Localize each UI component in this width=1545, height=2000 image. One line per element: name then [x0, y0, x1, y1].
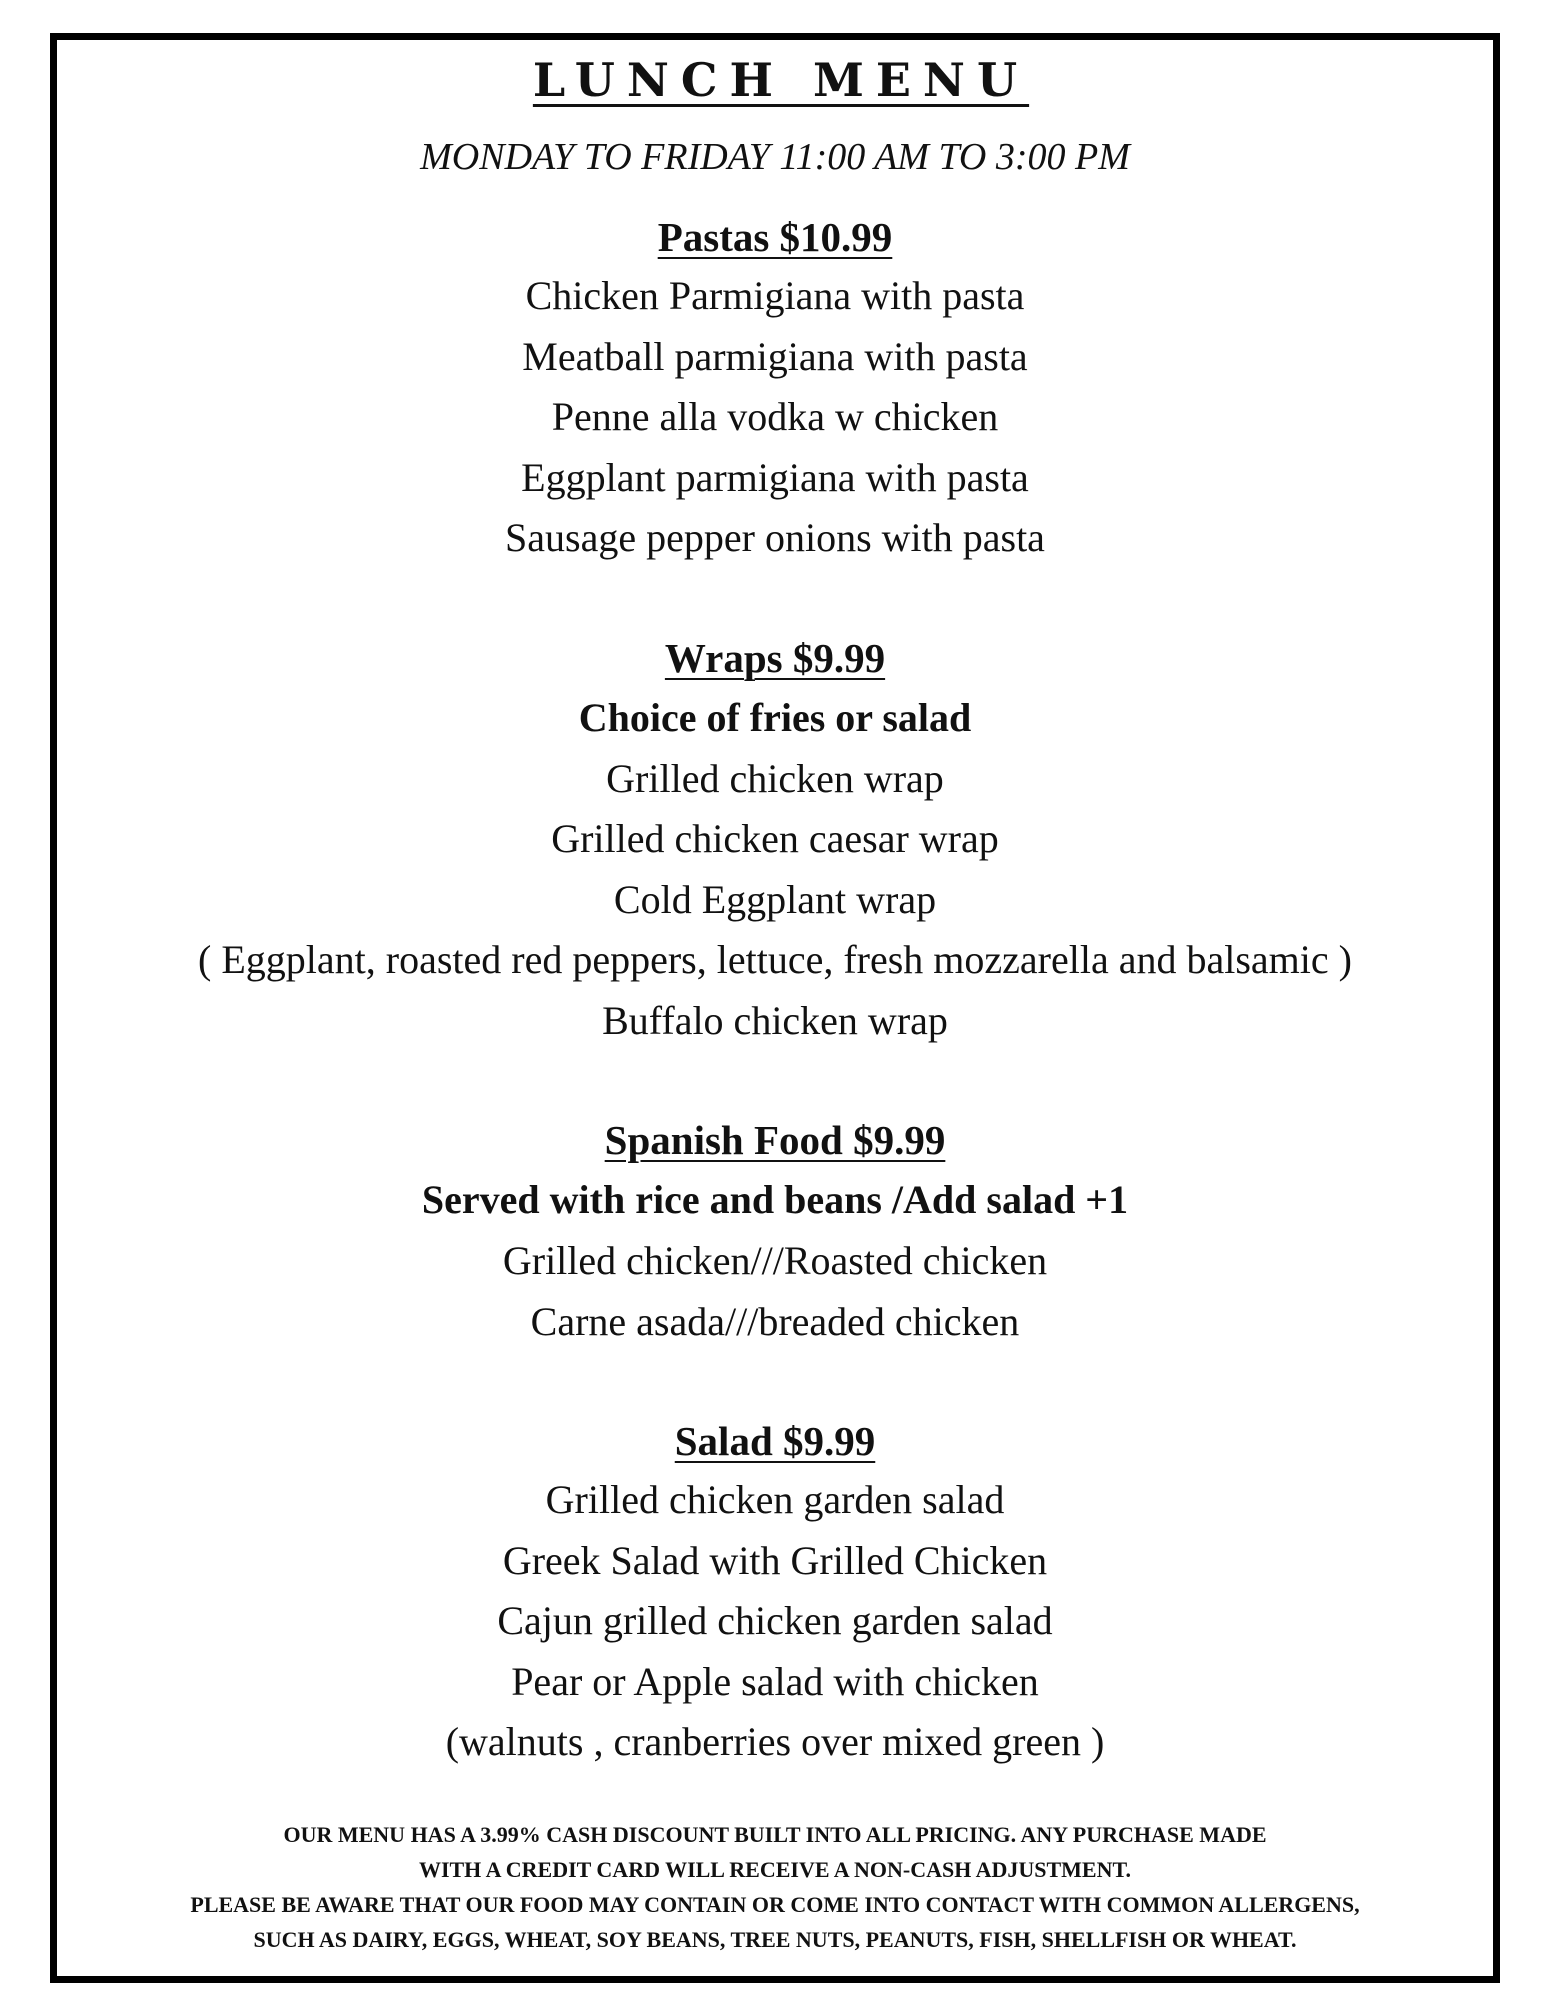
menu-item: Penne alla vodka w chicken — [551, 394, 999, 439]
section-heading: Salad $9.99 — [674, 1418, 876, 1464]
menu-item: Grilled chicken caesar wrap — [551, 816, 999, 861]
menu-item: Sausage pepper onions with pasta — [505, 515, 1045, 560]
section-salad — [57, 1412, 1493, 1773]
section-spanish-food — [57, 1111, 1493, 1352]
disclaimer-line: OUR MENU HAS A 3.99% CASH DISCOUNT BUILT INTO ALL PRICING. ANY PURCHASE MADE — [283, 1821, 1267, 1847]
menu-item-description: ( Eggplant, roasted red peppers, lettuce, fresh mozzarella and balsamic ) — [198, 937, 1352, 982]
menu-item: Buffalo chicken wrap — [602, 997, 948, 1043]
menu-item: Eggplant parmigiana with pasta — [521, 454, 1029, 500]
menu-disclaimer — [57, 1817, 1493, 1957]
section-subheading: Served with rice and beans /Add salad +1 — [421, 1177, 1129, 1222]
menu-hours: MONDAY TO FRIDAY 11:00 AM TO 3:00 PM — [420, 136, 1130, 178]
menu-item: Grilled chicken garden salad — [545, 1477, 1005, 1522]
disclaimer-line: WITH A CREDIT CARD WILL RECEIVE A NON-CASH ADJUSTMENT. — [418, 1856, 1132, 1882]
menu-item: Carne asada///breaded chicken — [530, 1298, 1020, 1344]
section-heading: Spanish Food $9.99 — [604, 1117, 946, 1163]
section-subheading: Choice of fries or salad — [578, 694, 972, 740]
section-heading: Wraps $9.99 — [664, 634, 886, 681]
section-pastas — [57, 208, 1493, 569]
menu-item: Grilled chicken///Roasted chicken — [502, 1238, 1048, 1283]
section-wraps — [57, 629, 1493, 1052]
menu-item: Pear or Apple salad with chicken — [511, 1658, 1039, 1704]
menu-page — [57, 40, 1493, 1957]
menu-item: Cajun grilled chicken garden salad — [497, 1598, 1053, 1643]
menu-title-text: LUNCH MENU — [532, 53, 1030, 107]
section-heading: Pastas $10.99 — [657, 214, 893, 260]
menu-title — [57, 50, 1493, 110]
menu-item-description: (walnuts , cranberries over mixed green ) — [445, 1719, 1105, 1764]
menu-item: Meatball parmigiana with pasta — [522, 333, 1028, 379]
disclaimer-line: PLEASE BE AWARE THAT OUR FOOD MAY CONTAIN OR COME INTO CONTACT WITH COMMON ALLERGENS, — [190, 1891, 1360, 1917]
menu-item: Chicken Parmigiana with pasta — [525, 273, 1025, 318]
menu-item: Cold Eggplant wrap — [613, 876, 937, 922]
menu-item: Greek Salad with Grilled Chicken — [502, 1537, 1048, 1583]
menu-item: Grilled chicken wrap — [606, 755, 944, 801]
disclaimer-line: SUCH AS DAIRY, EGGS, WHEAT, SOY BEANS, TREE NUTS, PEANUTS, FISH, SHELLFISH OR WHEAT. — [253, 1926, 1297, 1952]
